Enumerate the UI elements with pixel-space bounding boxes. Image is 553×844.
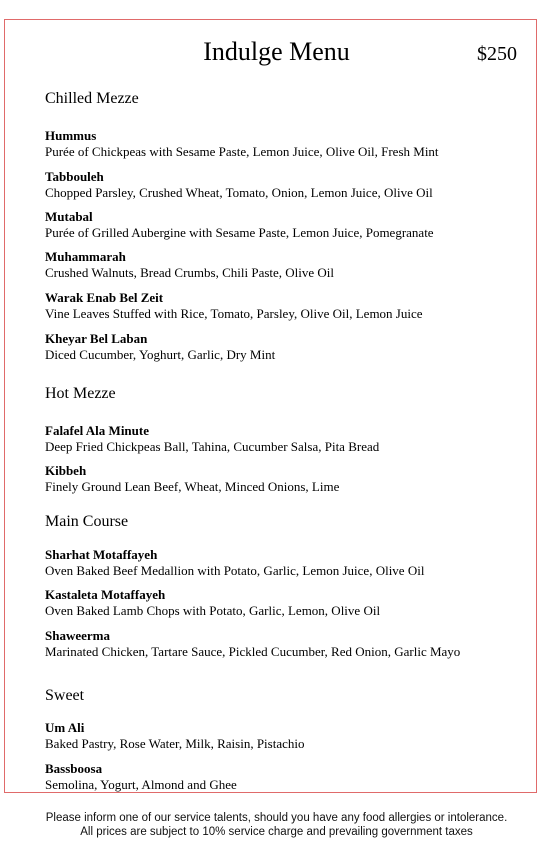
item-name: Sharhat Motaffayeh bbox=[45, 547, 158, 562]
item-name: Warak Enab Bel Zeit bbox=[45, 290, 164, 305]
item-description: Oven Baked Beef Medallion with Potato, Garlic, Lemon Juice, Olive Oil bbox=[45, 563, 425, 578]
service-charge-notice: All prices are subject to 10% service charge and prevailing government taxes bbox=[80, 826, 473, 838]
footer-note bbox=[0, 811, 553, 839]
item-description: Chopped Parsley, Crushed Wheat, Tomato, Onion, Lemon Juice, Olive Oil bbox=[45, 185, 433, 200]
menu-item bbox=[45, 209, 434, 241]
item-name: Kibbeh bbox=[45, 463, 87, 478]
menu-item bbox=[45, 628, 460, 660]
item-description: Deep Fried Chickpeas Ball, Tahina, Cucumber Salsa, Pita Bread bbox=[45, 439, 380, 454]
menu-title: Indulge Menu bbox=[203, 37, 350, 66]
item-description: Oven Baked Lamb Chops with Potato, Garlic, Lemon, Olive Oil bbox=[45, 603, 381, 618]
item-description: Marinated Chicken, Tartare Sauce, Pickled Cucumber, Red Onion, Garlic Mayo bbox=[45, 644, 461, 659]
item-name: Kastaleta Motaffayeh bbox=[45, 587, 166, 602]
item-name: Hummus bbox=[45, 128, 97, 143]
menu-item bbox=[45, 423, 379, 455]
item-description: Baked Pastry, Rose Water, Milk, Raisin, Pistachio bbox=[45, 736, 305, 751]
section-title-sweet: Sweet bbox=[45, 687, 85, 704]
menu-item bbox=[45, 547, 424, 579]
item-name: Muhammarah bbox=[45, 249, 126, 264]
menu-price: $250 bbox=[477, 43, 517, 65]
menu-item bbox=[45, 169, 433, 201]
item-name: Tabbouleh bbox=[45, 169, 104, 184]
menu-item bbox=[45, 331, 275, 363]
item-description: Purée of Chickpeas with Sesame Paste, Lemon Juice, Olive Oil, Fresh Mint bbox=[45, 144, 439, 159]
menu-item bbox=[45, 249, 334, 281]
item-description: Crushed Walnuts, Bread Crumbs, Chili Paste, Olive Oil bbox=[45, 265, 335, 280]
item-name: Mutabal bbox=[45, 209, 93, 224]
menu-item bbox=[45, 587, 380, 619]
item-name: Shaweerma bbox=[45, 628, 110, 643]
menu-item bbox=[45, 128, 439, 160]
item-name: Um Ali bbox=[45, 720, 85, 735]
section-title-main-course: Main Course bbox=[45, 513, 129, 530]
menu-item bbox=[45, 463, 339, 495]
item-description: Purée of Grilled Aubergine with Sesame Paste, Lemon Juice, Pomegranate bbox=[45, 225, 434, 240]
item-description: Diced Cucumber, Yoghurt, Garlic, Dry Mint bbox=[45, 347, 276, 362]
section-title-hot-mezze: Hot Mezze bbox=[45, 385, 116, 402]
item-description: Finely Ground Lean Beef, Wheat, Minced Onions, Lime bbox=[45, 479, 340, 494]
menu-item bbox=[45, 720, 305, 752]
item-description: Semolina, Yogurt, Almond and Ghee bbox=[45, 777, 237, 792]
item-description: Vine Leaves Stuffed with Rice, Tomato, Parsley, Olive Oil, Lemon Juice bbox=[45, 306, 423, 321]
menu-item bbox=[45, 761, 237, 793]
item-name: Bassboosa bbox=[45, 761, 103, 776]
section-title-chilled-mezze: Chilled Mezze bbox=[45, 90, 139, 107]
menu-item bbox=[45, 290, 423, 322]
allergy-notice: Please inform one of our service talents, should you have any food allergies or intolerance. bbox=[45, 812, 508, 824]
item-name: Kheyar Bel Laban bbox=[45, 331, 148, 346]
item-name: Falafel Ala Minute bbox=[45, 423, 149, 438]
